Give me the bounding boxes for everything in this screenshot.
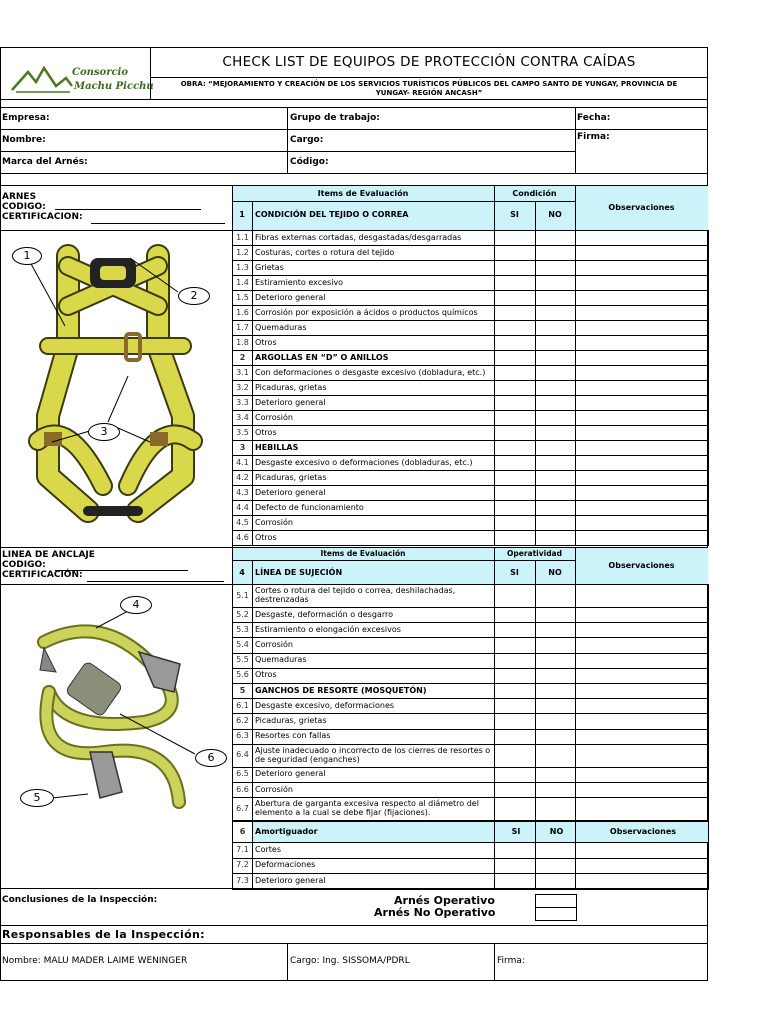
si-cell[interactable] <box>495 261 536 276</box>
row-number: 1.6 <box>233 306 253 321</box>
item-description: Estiramiento o elongación excesivos <box>253 623 495 638</box>
observation-cell[interactable] <box>576 306 709 321</box>
observation-cell[interactable] <box>576 261 709 276</box>
logo-line-1: Consorcio <box>72 67 129 78</box>
section-blank-cell <box>536 441 576 456</box>
no-cell[interactable] <box>536 396 576 411</box>
observation-cell[interactable] <box>576 638 709 653</box>
si-cell[interactable] <box>495 638 536 653</box>
no-cell[interactable] <box>536 366 576 381</box>
arnes-no-operativo-label: Arnés No Operativo <box>374 906 496 919</box>
item-description: Quemaduras <box>253 321 495 336</box>
item-description: Corrosión <box>253 516 495 531</box>
fecha-label: Fecha: <box>577 113 611 123</box>
row-number: 4.3 <box>233 486 253 501</box>
item-description: Deterioro general <box>253 291 495 306</box>
observation-cell[interactable] <box>576 321 709 336</box>
arnes-operativo-label: Arnés Operativo <box>394 894 495 907</box>
item-description: Con deformaciones o desgaste excesivo (dobladura, etc.) <box>253 366 495 381</box>
si-cell[interactable] <box>495 501 536 516</box>
si-header-c: SI <box>495 822 536 843</box>
observation-cell[interactable] <box>576 744 709 767</box>
si-cell[interactable] <box>495 782 536 797</box>
checklist-row <box>233 668 709 683</box>
section-blank-cell <box>495 441 536 456</box>
no-cell[interactable] <box>536 668 576 683</box>
marca-label: Marca del Arnés: <box>2 157 88 167</box>
harness-checklist-table <box>232 230 709 546</box>
observaciones-header-c: Observaciones <box>576 822 709 843</box>
no-cell[interactable] <box>536 843 576 859</box>
item-description: Otros <box>253 426 495 441</box>
si-cell[interactable] <box>495 426 536 441</box>
item-description: Grietas <box>253 261 495 276</box>
row-number: 1.3 <box>233 261 253 276</box>
si-cell[interactable] <box>495 306 536 321</box>
no-cell[interactable] <box>536 608 576 623</box>
checklist-row <box>233 306 709 321</box>
checklist-row <box>233 426 709 441</box>
condicion-header: Condición <box>512 189 557 198</box>
item-description: Quemaduras <box>253 653 495 668</box>
si-cell[interactable] <box>495 276 536 291</box>
item-description: Desgaste excesivo o deformaciones (dobladuras, etc.) <box>253 456 495 471</box>
si-cell[interactable] <box>495 729 536 744</box>
no-cell[interactable] <box>536 381 576 396</box>
observation-cell[interactable] <box>576 699 709 714</box>
observation-cell[interactable] <box>576 843 709 859</box>
observation-cell[interactable] <box>576 516 709 531</box>
checklist-row <box>233 699 709 714</box>
row-number: 2 <box>233 351 253 366</box>
item-description: Fibras externas cortadas, desgastadas/desgarradas <box>253 231 495 246</box>
item-description: Picaduras, grietas <box>253 714 495 729</box>
section-row <box>233 441 709 456</box>
section-4-num: 4 <box>239 568 245 577</box>
si-cell[interactable] <box>495 843 536 859</box>
observation-cell[interactable] <box>576 668 709 683</box>
linea-codigo: CODIGO: <box>2 560 46 570</box>
row-number: 5.5 <box>233 653 253 668</box>
observation-cell[interactable] <box>576 381 709 396</box>
observation-cell[interactable] <box>576 798 709 821</box>
checklist-row <box>233 714 709 729</box>
row-number: 4.4 <box>233 501 253 516</box>
checklist-row <box>233 486 709 501</box>
checklist-row <box>233 653 709 668</box>
no-cell[interactable] <box>536 585 576 608</box>
conclusiones-label: Conclusiones de la Inspección: <box>2 895 158 905</box>
observation-cell[interactable] <box>576 291 709 306</box>
checklist-row <box>233 456 709 471</box>
si-cell[interactable] <box>495 291 536 306</box>
row-number: 5.2 <box>233 608 253 623</box>
section-row <box>233 351 709 366</box>
callout-4: 4 <box>120 596 152 614</box>
checklist-row <box>233 585 709 608</box>
shock-absorber-table <box>232 821 709 890</box>
row-number: 5.3 <box>233 623 253 638</box>
cargo-label: Cargo: <box>290 135 324 145</box>
observation-cell[interactable] <box>576 231 709 246</box>
observation-cell[interactable] <box>576 767 709 782</box>
observation-cell[interactable] <box>576 858 709 874</box>
checklist-row <box>233 471 709 486</box>
row-number: 7.2 <box>233 858 253 874</box>
arnes-title: ARNES <box>2 192 37 202</box>
observation-cell[interactable] <box>576 396 709 411</box>
no-cell[interactable] <box>536 426 576 441</box>
checklist-row <box>233 798 709 821</box>
page-title: CHECK LIST DE EQUIPOS DE PROTECCIÓN CONTRA CAÍDAS <box>222 54 636 70</box>
callout-1: 1 <box>12 247 42 265</box>
observation-cell[interactable] <box>576 456 709 471</box>
no-cell[interactable] <box>536 276 576 291</box>
row-number: 4.5 <box>233 516 253 531</box>
item-description: Corrosión por exposición a ácidos o productos químicos <box>253 306 495 321</box>
checklist-row <box>233 623 709 638</box>
checklist-row <box>233 366 709 381</box>
empresa-label: Empresa: <box>2 113 50 123</box>
section-blank-cell <box>576 351 709 366</box>
responsable-firma: Firma: <box>497 956 525 966</box>
no-operativo-checkbox[interactable] <box>535 907 577 921</box>
observation-cell[interactable] <box>576 366 709 381</box>
no-cell[interactable] <box>536 714 576 729</box>
no-cell[interactable] <box>536 623 576 638</box>
responsables-label: Responsables de la Inspección: <box>2 928 205 941</box>
checklist-row <box>233 231 709 246</box>
checklist-row <box>233 858 709 874</box>
si-cell[interactable] <box>495 608 536 623</box>
observation-cell[interactable] <box>576 653 709 668</box>
checklist-row <box>233 291 709 306</box>
row-number: 6.5 <box>233 767 253 782</box>
no-cell[interactable] <box>536 858 576 874</box>
no-cell[interactable] <box>536 782 576 797</box>
item-description: Ajuste inadecuado o incorrecto de los cierres de resortes o de seguridad (enganches) <box>253 744 495 767</box>
item-description: Deterioro general <box>253 874 495 890</box>
no-header-b: NO <box>548 568 562 577</box>
si-cell[interactable] <box>495 623 536 638</box>
row-number: 6.4 <box>233 744 253 767</box>
operativo-checkbox[interactable] <box>535 894 577 908</box>
observation-cell[interactable] <box>576 714 709 729</box>
si-header-a: SI <box>510 210 519 219</box>
checklist-row <box>233 638 709 653</box>
codigo-label: Código: <box>290 157 329 167</box>
row-number: 1.7 <box>233 321 253 336</box>
section-blank-cell <box>576 441 709 456</box>
checklist-row <box>233 782 709 797</box>
row-number: 6.6 <box>233 782 253 797</box>
no-cell[interactable] <box>536 261 576 276</box>
callout-5: 5 <box>20 789 54 807</box>
row-number: 7.1 <box>233 843 253 859</box>
row-number: 3.4 <box>233 411 253 426</box>
no-cell[interactable] <box>536 231 576 246</box>
no-header-c: NO <box>536 822 576 843</box>
item-description: Resortes con fallas <box>253 729 495 744</box>
si-cell[interactable] <box>495 699 536 714</box>
no-cell[interactable] <box>536 246 576 261</box>
row-number: 1.5 <box>233 291 253 306</box>
responsable-nombre: Nombre: MALU MADER LAIME WENINGER <box>2 956 188 966</box>
item-description: Otros <box>253 531 495 546</box>
item-description: Desgaste excesivo, deformaciones <box>253 699 495 714</box>
observation-cell[interactable] <box>576 411 709 426</box>
mountain-logo-icon <box>10 60 146 98</box>
row-number: 6.3 <box>233 729 253 744</box>
checklist-row <box>233 261 709 276</box>
callout-2: 2 <box>178 287 210 305</box>
si-cell[interactable] <box>495 516 536 531</box>
linea-title: LINEA DE ANCLAJE <box>2 550 95 560</box>
no-cell[interactable] <box>536 653 576 668</box>
no-cell[interactable] <box>536 699 576 714</box>
section-blank-cell <box>576 683 709 698</box>
checklist-row <box>233 767 709 782</box>
observation-cell[interactable] <box>576 623 709 638</box>
section-blank-cell <box>536 351 576 366</box>
lanyard-callout-lines <box>0 584 232 888</box>
section-4-title: LÍNEA DE SUJECIÓN <box>255 568 343 577</box>
no-cell[interactable] <box>536 411 576 426</box>
si-header-b: SI <box>510 568 519 577</box>
observation-cell[interactable] <box>576 471 709 486</box>
item-description: Otros <box>253 668 495 683</box>
no-cell[interactable] <box>536 798 576 821</box>
row-number: 4.2 <box>233 471 253 486</box>
lanyard-checklist-table <box>232 584 709 821</box>
checklist-row <box>233 843 709 859</box>
section-6-num: 6 <box>233 822 253 843</box>
section-row <box>233 683 709 698</box>
callout-3: 3 <box>88 423 120 441</box>
section-blank-cell <box>495 683 536 698</box>
checklist-row <box>233 381 709 396</box>
arnes-codigo: CODIGO: <box>2 202 46 212</box>
no-cell[interactable] <box>536 306 576 321</box>
observation-cell[interactable] <box>576 874 709 890</box>
no-cell[interactable] <box>536 321 576 336</box>
row-number: 7.3 <box>233 874 253 890</box>
item-description: Estiramiento excesivo <box>253 276 495 291</box>
row-number: 3 <box>233 441 253 456</box>
row-number: 4.6 <box>233 531 253 546</box>
checklist-row <box>233 729 709 744</box>
observation-cell[interactable] <box>576 729 709 744</box>
items-header-b: Items de Evaluación <box>320 549 406 558</box>
section-title: ARGOLLAS EN “D” O ANILLOS <box>253 351 495 366</box>
si-cell[interactable] <box>495 231 536 246</box>
firma-label: Firma: <box>577 132 610 142</box>
si-cell[interactable] <box>495 471 536 486</box>
row-number: 6.2 <box>233 714 253 729</box>
item-description: Corrosión <box>253 411 495 426</box>
row-number: 4.1 <box>233 456 253 471</box>
row-number: 6.1 <box>233 699 253 714</box>
row-number: 3.2 <box>233 381 253 396</box>
checklist-row <box>233 516 709 531</box>
item-description: Corrosión <box>253 638 495 653</box>
si-cell[interactable] <box>495 714 536 729</box>
si-cell[interactable] <box>495 744 536 767</box>
responsable-cargo: Cargo: Ing. SISSOMA/PDRL <box>290 956 410 966</box>
observation-cell[interactable] <box>576 486 709 501</box>
checklist-row <box>233 501 709 516</box>
item-description: Corrosión <box>253 782 495 797</box>
items-header-a: Items de Evaluación <box>317 189 409 198</box>
si-cell[interactable] <box>495 411 536 426</box>
si-cell[interactable] <box>495 858 536 874</box>
item-description: Cortes o rotura del tejido o correa, deshilachadas, destrenzadas <box>253 585 495 608</box>
checklist-row <box>233 276 709 291</box>
no-cell[interactable] <box>536 767 576 782</box>
item-description: Deterioro general <box>253 486 495 501</box>
observation-cell[interactable] <box>576 276 709 291</box>
row-number: 1.8 <box>233 336 253 351</box>
item-description: Abertura de garganta excesiva respecto al diámetro del elemento a la cual se debe fijar (fijaciones). <box>253 798 495 821</box>
checklist-row <box>233 396 709 411</box>
row-number: 3.5 <box>233 426 253 441</box>
row-number: 5.4 <box>233 638 253 653</box>
row-number: 1.1 <box>233 231 253 246</box>
si-cell[interactable] <box>495 798 536 821</box>
company-logo <box>10 60 154 98</box>
si-cell[interactable] <box>495 456 536 471</box>
section-1-title: CONDICIÓN DEL TEJIDO O CORREA <box>255 210 409 219</box>
row-number: 5.1 <box>233 585 253 608</box>
item-description: Deterioro general <box>253 396 495 411</box>
item-description: Deformaciones <box>253 858 495 874</box>
no-cell[interactable] <box>536 516 576 531</box>
observation-cell[interactable] <box>576 246 709 261</box>
row-number: 3.1 <box>233 366 253 381</box>
observation-cell[interactable] <box>576 585 709 608</box>
item-description: Cortes <box>253 843 495 859</box>
item-description: Defecto de funcionamiento <box>253 501 495 516</box>
item-description: Desgaste, deformación o desgarro <box>253 608 495 623</box>
observation-cell[interactable] <box>576 336 709 351</box>
checklist-row <box>233 411 709 426</box>
no-cell[interactable] <box>536 471 576 486</box>
obra-line-1: OBRA: “MEJORAMIENTO Y CREACIÓN DE LOS SERVICIOS TURÍSTICOS PÚBLICOS DEL CAMPO SANTO DE YUNGAY, PROVINCIA DE <box>180 80 678 88</box>
harness-callout-lines <box>0 230 232 548</box>
section-title: HEBILLAS <box>253 441 495 456</box>
no-cell[interactable] <box>536 456 576 471</box>
callout-6: 6 <box>195 749 227 767</box>
no-cell[interactable] <box>536 744 576 767</box>
row-number: 6.7 <box>233 798 253 821</box>
no-cell[interactable] <box>536 501 576 516</box>
obra-line-2: YUNGAY- REGIÓN ANCASH” <box>375 89 483 97</box>
grupo-label: Grupo de trabajo: <box>290 113 380 123</box>
item-description: Costuras, cortes o rotura del tejido <box>253 246 495 261</box>
no-header-a: NO <box>548 210 562 219</box>
section-1-num: 1 <box>239 210 245 219</box>
si-cell[interactable] <box>495 366 536 381</box>
si-cell[interactable] <box>495 653 536 668</box>
no-cell[interactable] <box>536 336 576 351</box>
checklist-row <box>233 744 709 767</box>
item-description: Picaduras, grietas <box>253 381 495 396</box>
item-description: Picaduras, grietas <box>253 471 495 486</box>
linea-certificacion: CERTIFICACIÓN: <box>2 570 83 580</box>
si-cell[interactable] <box>495 486 536 501</box>
si-cell[interactable] <box>495 396 536 411</box>
no-cell[interactable] <box>536 291 576 306</box>
si-cell[interactable] <box>495 668 536 683</box>
row-number: 1.2 <box>233 246 253 261</box>
section-title: GANCHOS DE RESORTE (MOSQUETÓN) <box>253 683 495 698</box>
checklist-row <box>233 608 709 623</box>
si-cell[interactable] <box>495 336 536 351</box>
nombre-label: Nombre: <box>2 135 46 145</box>
arnes-certificacion: CERTIFICACION: <box>2 212 83 222</box>
checklist-row <box>233 321 709 336</box>
observaciones-header-a: Observaciones <box>608 203 675 212</box>
section-blank-cell <box>495 351 536 366</box>
row-number: 3.3 <box>233 396 253 411</box>
si-cell[interactable] <box>495 585 536 608</box>
item-description: Deterioro general <box>253 767 495 782</box>
si-cell[interactable] <box>495 531 536 546</box>
no-cell[interactable] <box>536 729 576 744</box>
observation-cell[interactable] <box>576 782 709 797</box>
no-cell[interactable] <box>536 638 576 653</box>
si-cell[interactable] <box>495 246 536 261</box>
row-number: 5 <box>233 683 253 698</box>
observaciones-header-b: Observaciones <box>608 561 675 570</box>
si-cell[interactable] <box>495 874 536 890</box>
si-cell[interactable] <box>495 767 536 782</box>
operatividad-header: Operatividad <box>506 549 562 558</box>
si-cell[interactable] <box>495 381 536 396</box>
row-number: 5.6 <box>233 668 253 683</box>
observation-cell[interactable] <box>576 501 709 516</box>
item-description: Otros <box>253 336 495 351</box>
checklist-row <box>233 246 709 261</box>
row-number: 1.4 <box>233 276 253 291</box>
checklist-row <box>233 874 709 890</box>
checklist-row <box>233 531 709 546</box>
no-cell[interactable] <box>536 486 576 501</box>
si-cell[interactable] <box>495 321 536 336</box>
observation-cell[interactable] <box>576 531 709 546</box>
observation-cell[interactable] <box>576 608 709 623</box>
section-blank-cell <box>536 683 576 698</box>
section-6-title: Amortiguador <box>253 822 495 843</box>
logo-line-2: Machu Picchu <box>74 81 154 92</box>
no-cell[interactable] <box>536 874 576 890</box>
observation-cell[interactable] <box>576 426 709 441</box>
checklist-row <box>233 336 709 351</box>
no-cell[interactable] <box>536 531 576 546</box>
